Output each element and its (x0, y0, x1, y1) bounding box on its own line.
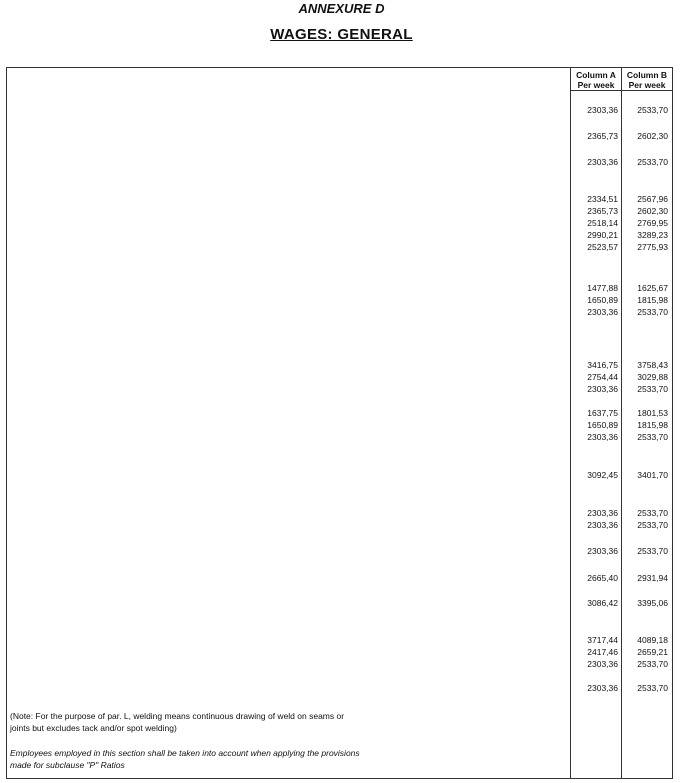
column-b-value: 2931,94 (637, 573, 668, 583)
column-b-unit: Per week (628, 80, 666, 90)
column-a-value: 1477,88 (587, 283, 618, 293)
ratio-note: Employees employed in this section shall be taken into account when applying the provisions (10, 748, 360, 758)
wages-table (6, 67, 673, 779)
column-b-value: 2769,95 (637, 218, 668, 228)
column-b-value: 1815,98 (637, 420, 668, 430)
column-a-value: 2334,51 (587, 194, 618, 204)
column-b-value: 2533,70 (637, 157, 668, 167)
column-b-value: 3395,06 (637, 598, 668, 608)
column-a-value: 2303,36 (587, 157, 618, 167)
column-b-value: 2567,96 (637, 194, 668, 204)
column-b-value: 2533,70 (637, 384, 668, 394)
column-a-value: 2303,36 (587, 659, 618, 669)
column-a-value: 3416,75 (587, 360, 618, 370)
column-b-value: 2533,70 (637, 508, 668, 518)
column-b-value: 3401,70 (637, 470, 668, 480)
column-b-value: 3758,43 (637, 360, 668, 370)
column-a-unit: Per week (577, 80, 615, 90)
ratio-note: made for subclause "P" Ratios (10, 760, 125, 770)
column-a-value: 2303,36 (587, 105, 618, 115)
column-b-value: 3029,88 (637, 372, 668, 382)
column-b-header (622, 70, 672, 90)
column-b-value: 2533,70 (637, 546, 668, 556)
column-b-value: 1625,67 (637, 283, 668, 293)
column-a-value: 2303,36 (587, 384, 618, 394)
column-a-value: 3092,45 (587, 470, 618, 480)
column-b-value: 2533,70 (637, 105, 668, 115)
column-b-value: 2775,93 (637, 242, 668, 252)
column-a-value: 2303,36 (587, 520, 618, 530)
column-a-value: 2665,40 (587, 573, 618, 583)
column-b-value: 2533,70 (637, 520, 668, 530)
column-a-value: 2523,57 (587, 242, 618, 252)
column-a-value: 2303,36 (587, 546, 618, 556)
column-a-value: 1650,89 (587, 420, 618, 430)
column-b-value: 2533,70 (637, 307, 668, 317)
column-divider (621, 68, 622, 778)
page-title: WAGES: GENERAL (270, 26, 413, 43)
welding-note: joints but excludes tack and/or spot welding) (10, 723, 177, 733)
column-b-title: Column B (626, 70, 668, 80)
column-b-value: 4089,18 (637, 635, 668, 645)
column-b-value: 2602,30 (637, 131, 668, 141)
column-b-value: 1815,98 (637, 295, 668, 305)
column-a-value: 2303,36 (587, 432, 618, 442)
column-a-value: 2303,36 (587, 508, 618, 518)
column-a-value: 2365,73 (587, 131, 618, 141)
column-a-value: 2754,44 (587, 372, 618, 382)
welding-note: (Note: For the purpose of par. L, welding means continuous drawing of weld on seams or (10, 711, 345, 721)
column-divider (570, 68, 571, 778)
column-b-value: 3289,23 (637, 230, 668, 240)
column-a-value: 3086,42 (587, 598, 618, 608)
column-a-value: 2303,36 (587, 307, 618, 317)
header-divider (570, 90, 672, 91)
column-a-value: 2417,46 (587, 647, 618, 657)
column-b-value: 2602,30 (637, 206, 668, 216)
column-a-value: 2365,73 (587, 206, 618, 216)
column-a-value: 2518,14 (587, 218, 618, 228)
column-a-value: 2303,36 (587, 683, 618, 693)
annexure-label: ANNEXURE D (298, 1, 385, 16)
column-a-value: 1650,89 (587, 295, 618, 305)
column-b-value: 2533,70 (637, 432, 668, 442)
column-b-value: 1801,53 (637, 408, 668, 418)
column-a-value: 2990,21 (587, 230, 618, 240)
column-a-value: 1637,75 (587, 408, 618, 418)
column-a-title: Column A (576, 70, 616, 80)
column-a-header (571, 70, 621, 90)
column-b-value: 2659,21 (637, 647, 668, 657)
column-b-value: 2533,70 (637, 659, 668, 669)
column-a-value: 3717,44 (587, 635, 618, 645)
column-b-value: 2533,70 (637, 683, 668, 693)
